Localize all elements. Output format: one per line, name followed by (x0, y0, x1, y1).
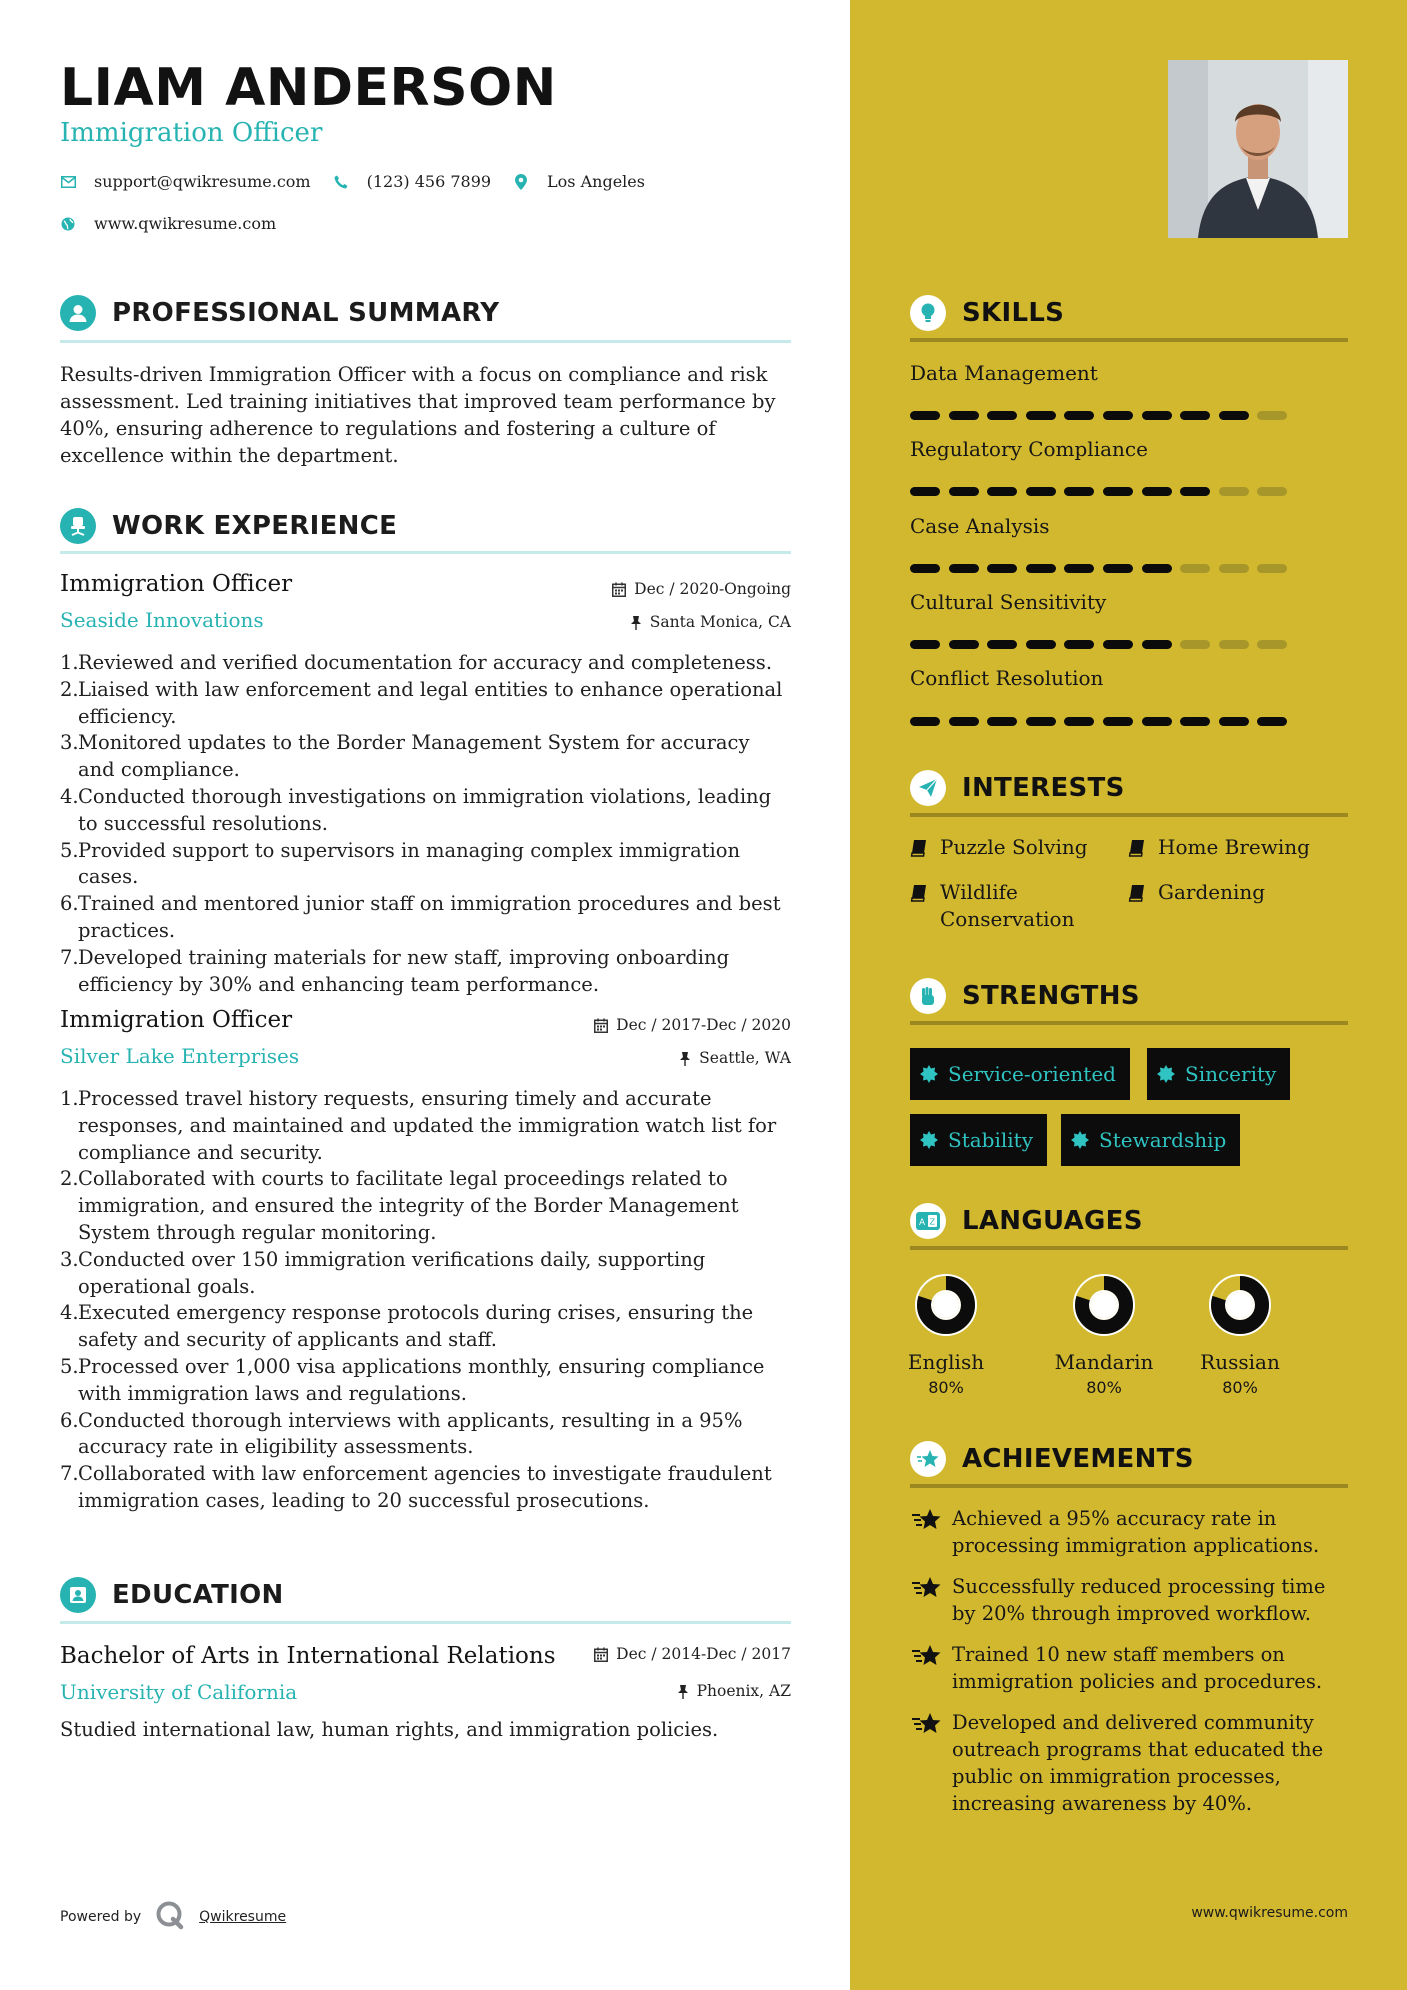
summary-heading (60, 295, 791, 331)
skill-level-segment (1142, 411, 1172, 420)
summary-divider (60, 340, 791, 343)
job-1-company: Seaside Innovations (60, 608, 264, 632)
job-title-header: Immigration Officer (60, 118, 323, 148)
strengths-heading (910, 978, 1348, 1014)
language-name: Russian (1200, 1350, 1280, 1374)
shooting-star-icon (910, 1575, 944, 1601)
candidate-name: LIAM ANDERSON (60, 58, 557, 118)
interest-item: Puzzle Solving (910, 834, 1110, 861)
badge-icon (1071, 1131, 1089, 1149)
education-location (677, 1682, 791, 1700)
shooting-star-icon (910, 1643, 944, 1669)
skill-level-segment (949, 487, 979, 496)
skill-level-segment (949, 717, 979, 726)
skill-level-segment (987, 411, 1017, 420)
envelope-icon (60, 174, 76, 190)
skill-level-segment (949, 640, 979, 649)
user-icon (60, 295, 96, 331)
achievement-item: Successfully reduced processing time by 20% through improved workflow. (910, 1573, 1350, 1627)
skill-level-segment (1219, 487, 1249, 496)
list-item: 6. Trained and mentored junior staff on immigration procedures and best practices. (60, 892, 781, 942)
star-icon (910, 1441, 946, 1477)
list-item: 2. Collaborated with courts to facilitate legal proceedings related to immigration, and ensured the integrity of the Border Management System through regular monitoring. (60, 1167, 739, 1244)
language-percent: 80% (928, 1378, 964, 1397)
job-1-duties (60, 650, 791, 998)
experience-title: WORK EXPERIENCE (112, 511, 398, 541)
calendar-icon (594, 1018, 608, 1033)
list-item: 5. Provided support to supervisors in managing complex immigration cases. (60, 838, 741, 889)
graduate-icon (60, 1577, 96, 1613)
skill-level-segment (1142, 487, 1172, 496)
paper-plane-icon (910, 770, 946, 806)
skill-level-segment (987, 564, 1017, 573)
experience-divider (60, 551, 791, 554)
achievement-item: Trained 10 new staff members on immigration policies and procedures. (910, 1641, 1350, 1695)
skills-divider (910, 338, 1348, 342)
language-percent: 80% (1222, 1378, 1258, 1397)
qwikresume-link[interactable]: Qwikresume (199, 1909, 287, 1925)
list-item: 1. Processed travel history requests, ensuring timely and accurate responses, and maintained and updated the immigration watch list for compliance and security. (60, 1087, 777, 1164)
education-heading (60, 1577, 791, 1613)
education-description: Studied international law, human rights, and immigration policies. (60, 1718, 719, 1741)
skill-name: Data Management (910, 361, 1098, 385)
skill-level-segment (1103, 411, 1133, 420)
skill-level-segment (949, 411, 979, 420)
languages-title: LANGUAGES (962, 1206, 1143, 1236)
job-2-date-text: Dec / 2017-Dec / 2020 (616, 1016, 791, 1034)
strengths-title: STRENGTHS (962, 981, 1140, 1011)
skill-level-segment (1064, 487, 1094, 496)
job-1-dates (612, 580, 791, 598)
skill-level-segment (910, 411, 940, 420)
education-title: EDUCATION (112, 1580, 284, 1610)
skill-level-segment (1026, 564, 1056, 573)
skill-name: Conflict Resolution (910, 666, 1104, 690)
list-item: 3. Conducted over 150 immigration verifications daily, supporting operational goals. (60, 1247, 706, 1298)
office-chair-icon (60, 508, 96, 544)
language-proficiency-donut (1207, 1272, 1273, 1338)
job-2-location-text: Seattle, WA (699, 1049, 791, 1067)
languages-heading (910, 1203, 1348, 1239)
skill-level-segment (910, 717, 940, 726)
skill-level-segment (1219, 717, 1249, 726)
skill-level-bar (910, 487, 1296, 496)
skill-level-segment (1257, 564, 1287, 573)
job-2-title: Immigration Officer (60, 1007, 293, 1033)
list-item: 4. Conducted thorough investigations on immigration violations, leading to successful resolutions. (60, 784, 772, 835)
languages-divider (910, 1246, 1348, 1250)
map-marker-icon (513, 174, 529, 190)
powered-by-label: Powered by (60, 1909, 142, 1925)
skill-level-segment (1257, 487, 1287, 496)
contact-row-2 (60, 214, 298, 233)
interests-heading (910, 770, 1348, 806)
skill-level-bar (910, 411, 1296, 420)
skill-level-segment (1026, 717, 1056, 726)
language-proficiency-donut (1071, 1272, 1137, 1338)
skill-level-segment (1064, 564, 1094, 573)
shooting-star-icon (910, 1711, 944, 1737)
interest-item: Home Brewing (1128, 834, 1348, 861)
skill-level-segment (1257, 640, 1287, 649)
skill-level-segment (1026, 487, 1056, 496)
summary-text: Results-driven Immigration Officer with a focus on compliance and risk assessment. Led training initiatives that improved team performance by 40%, ensuring adherence to regulations and fostering a culture of excellence within the department. (60, 363, 776, 467)
language-item (886, 1272, 1006, 1397)
book-icon (1128, 884, 1146, 902)
pushpin-icon (677, 1684, 689, 1699)
skill-level-segment (910, 487, 940, 496)
skill-level-segment (1219, 411, 1249, 420)
job-1-title: Immigration Officer (60, 571, 293, 597)
strength-badge: Stability (910, 1114, 1047, 1166)
skill-level-segment (910, 564, 940, 573)
email-link[interactable]: support@qwikresume.com (94, 172, 311, 191)
skills-heading (910, 295, 1348, 331)
skill-level-segment (987, 717, 1017, 726)
shooting-star-icon (910, 1507, 944, 1533)
profile-photo (1168, 60, 1348, 238)
strength-badge: Service-oriented (910, 1048, 1130, 1100)
list-item: 6. Conducted thorough interviews with applicants, resulting in a 95% accuracy rate in eligibility assessments. (60, 1408, 743, 1459)
language-item (1044, 1272, 1164, 1397)
book-icon (910, 884, 928, 902)
location-text: Los Angeles (547, 172, 645, 191)
skill-level-segment (1180, 411, 1210, 420)
skills-title: SKILLS (962, 298, 1065, 328)
skill-level-segment (1026, 411, 1056, 420)
language-percent: 80% (1086, 1378, 1122, 1397)
list-item: 2. Liaised with law enforcement and legal entities to enhance operational efficiency. (60, 677, 783, 728)
achievements-heading (910, 1441, 1348, 1477)
list-item: 5. Processed over 1,000 visa applications monthly, ensuring compliance with immigration laws and regulations. (60, 1354, 765, 1405)
skill-level-segment (1219, 640, 1249, 649)
job-1-location (630, 613, 791, 631)
badge-icon (920, 1065, 938, 1083)
skill-level-segment (1257, 717, 1287, 726)
skill-level-segment (1064, 411, 1094, 420)
badge-icon (1157, 1065, 1175, 1083)
achievement-item: Achieved a 95% accuracy rate in processing immigration applications. (910, 1505, 1350, 1559)
job-2-company: Silver Lake Enterprises (60, 1044, 300, 1068)
skill-level-segment (1219, 564, 1249, 573)
skill-level-segment (1103, 640, 1133, 649)
globe-icon (60, 216, 76, 232)
skill-level-segment (1103, 717, 1133, 726)
skill-level-segment (910, 640, 940, 649)
strengths-divider (910, 1021, 1348, 1025)
language-item (1180, 1272, 1300, 1397)
skill-level-bar (910, 640, 1296, 649)
list-item: 7. Collaborated with law enforcement agencies to investigate fraudulent immigration cases, leading to 20 successful prosecutions. (60, 1462, 772, 1512)
skill-level-segment (1064, 717, 1094, 726)
skill-level-segment (949, 564, 979, 573)
strength-badge: Stewardship (1061, 1114, 1240, 1166)
skill-level-bar (910, 564, 1296, 573)
skill-level-segment (1180, 487, 1210, 496)
skill-level-bar (910, 717, 1296, 726)
job-1-location-text: Santa Monica, CA (649, 613, 791, 631)
pushpin-icon (679, 1051, 691, 1066)
website-link[interactable]: www.qwikresume.com (94, 214, 277, 233)
language-proficiency-donut (913, 1272, 979, 1338)
interests-divider (910, 813, 1348, 817)
education-location-text: Phoenix, AZ (696, 1682, 791, 1700)
achievements-divider (910, 1484, 1348, 1488)
job-2-dates (594, 1016, 791, 1034)
achievements-title: ACHIEVEMENTS (962, 1444, 1194, 1474)
summary-title: PROFESSIONAL SUMMARY (112, 298, 500, 328)
footer-website[interactable]: www.qwikresume.com (1191, 1905, 1348, 1921)
contact-row-1 (60, 172, 667, 191)
school-name: University of California (60, 1680, 298, 1704)
pushpin-icon (630, 615, 642, 630)
qwikresume-logo-icon (155, 1900, 185, 1934)
skill-level-segment (1142, 564, 1172, 573)
education-dates (594, 1645, 791, 1663)
skill-level-segment (1142, 640, 1172, 649)
phone-icon (333, 174, 349, 190)
fist-icon (910, 978, 946, 1014)
interests-title: INTERESTS (962, 773, 1125, 803)
skill-level-segment (1180, 640, 1210, 649)
skill-level-segment (1026, 640, 1056, 649)
svg-text:A: A (919, 1218, 926, 1228)
experience-heading (60, 508, 791, 544)
svg-text:Z: Z (929, 1217, 935, 1227)
skill-level-segment (1180, 717, 1210, 726)
skill-level-segment (987, 640, 1017, 649)
job-2-duties (60, 1086, 791, 1515)
skill-name: Case Analysis (910, 514, 1050, 538)
strength-badge: Sincerity (1147, 1048, 1290, 1100)
translate-icon (910, 1203, 946, 1239)
education-divider (60, 1621, 791, 1624)
skill-level-segment (1142, 717, 1172, 726)
calendar-icon (612, 582, 626, 597)
achievement-item: Developed and delivered community outreach programs that educated the public on immigration processes, increasing awareness by 40%. (910, 1709, 1350, 1817)
skill-level-segment (1257, 411, 1287, 420)
skill-level-segment (1064, 640, 1094, 649)
calendar-icon (594, 1647, 608, 1662)
job-2-location (679, 1049, 791, 1067)
list-item: 3. Monitored updates to the Border Management System for accuracy and compliance. (60, 731, 750, 782)
education-date-text: Dec / 2014-Dec / 2017 (616, 1645, 791, 1663)
job-1-date-text: Dec / 2020-Ongoing (634, 580, 791, 598)
list-item: 1. Reviewed and verified documentation for accuracy and completeness. (60, 651, 773, 674)
interest-item: Wildlife Conservation (910, 879, 1100, 933)
book-icon (1128, 839, 1146, 857)
degree-title: Bachelor of Arts in International Relations (60, 1643, 556, 1669)
lightbulb-icon (910, 295, 946, 331)
phone-number[interactable]: (123) 456 7899 (366, 172, 492, 191)
interest-item: Gardening (1128, 879, 1348, 906)
skill-level-segment (987, 487, 1017, 496)
skill-level-segment (1103, 487, 1133, 496)
skill-level-segment (1180, 564, 1210, 573)
list-item: 7. Developed training materials for new staff, improving onboarding efficiency by 30% and enhancing team performance. (60, 945, 730, 996)
book-icon (910, 839, 928, 857)
skill-name: Regulatory Compliance (910, 437, 1148, 461)
powered-by (60, 1900, 286, 1934)
language-name: Mandarin (1054, 1350, 1154, 1374)
list-item: 4. Executed emergency response protocols during crises, ensuring the safety and security of applicants and staff. (60, 1301, 754, 1352)
skill-level-segment (1103, 564, 1133, 573)
badge-icon (920, 1131, 938, 1149)
skill-name: Cultural Sensitivity (910, 590, 1107, 614)
language-name: English (907, 1350, 985, 1374)
